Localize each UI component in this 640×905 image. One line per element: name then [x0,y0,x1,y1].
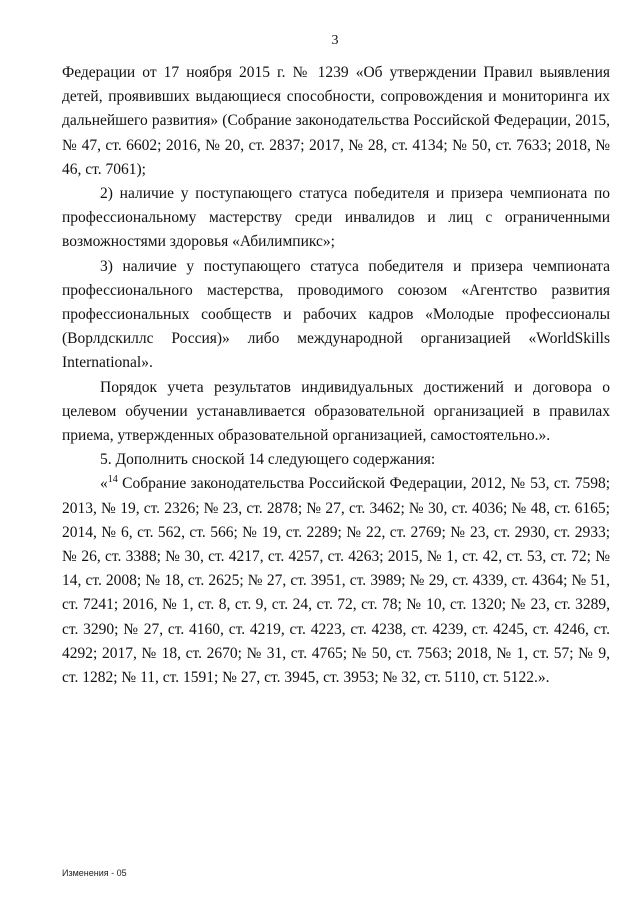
footnote-text: Собрание законодательства Российской Федерации, 2012, № 53, ст. 7598; 2013, № 19, ст. 2326; № 23, ст. 2878; № 27, ст. 3462; № 30, ст. 4036; № 48, ст. 6165; 2014, № 6, ст. 562, ст. 566; № 19, ст. 2289; № 22, ст. 2769; № 23, ст. 2930, ст. 2933; № 26, ст. 3388; № 30, ст. 4217, ст. 4257, ст. 4263; 2015, № 1, ст. 42, ст. 53, ст. 72; № 14, ст. 2008; № 18, ст. 2625; № 27, ст. 3951, ст. 3989; № 29, ст. 4339, ст. 4364; № 51, ст. 7241; 2016, № 1, ст. 8, ст. 9, ст. 24, ст. 72, ст. 78; № 10, ст. 1320; № 23, ст. 3289, ст. 3290; № 27, ст. 4160, ст. 4219, ст. 4223, ст. 4238, ст. 4239, ст. 4245, ст. 4246, ст. 4292; 2017, № 18, ст. 2670; № 31, ст. 4765; № 50, ст. 7563; 2018, № 1, ст. 57; № 9, ст. 1282; № 11, ст. 1591; № 27, ст. 3945, ст. 3953; № 32, ст. 5110, ст. 5122.». [62,475,610,687]
page-number: 3 [331,33,339,48]
paragraph-continuation: Федерации от 17 ноября 2015 г. № 1239 «Об утверждении Правил выявления детей, проявивших выдающиеся способности, сопровождения и мониторинга их дальнейшего развития» (Собрание законодательства Российской Федерации, 2015, № 47, ст. 6602; 2016, № 20, ст. 2837; 2017, № 28, ст. 4134; № 50, ст. 7633; 2018, № 46, ст. 7061); [62,64,610,178]
paragraph-footnote-14 [62,472,610,690]
paragraph-item-2: 2) наличие у поступающего статуса победителя и призера чемпионата по профессиональному мастерству среди инвалидов и лиц с ограниченными возможностями здоровья «Абилимпикс»; [62,185,610,251]
paragraph-amendment-5: 5. Дополнить сноской 14 следующего содержания: [100,451,436,469]
document-body [62,61,610,690]
paragraph-item-3: 3) наличие у поступающего статуса победителя и призера чемпионата профессионального мастерства, проводимого союзом «Агентство развития профессиональных сообществ и рабочих кадров «Молодые профессионалы (Ворлдскиллс Россия)» либо международной организацией «WorldSkills International». [62,257,610,372]
footnote-open-quote: « [100,475,108,493]
footnote-marker: 14 [107,474,118,486]
footer-label: Изменения - 05 [62,868,127,878]
paragraph-procedure: Порядок учета результатов индивидуальных достижений и договора о целевом обучении устанавливается образовательной организацией в правилах приема, утвержденных образовательной организацией, самостоятельно.». [62,378,610,445]
